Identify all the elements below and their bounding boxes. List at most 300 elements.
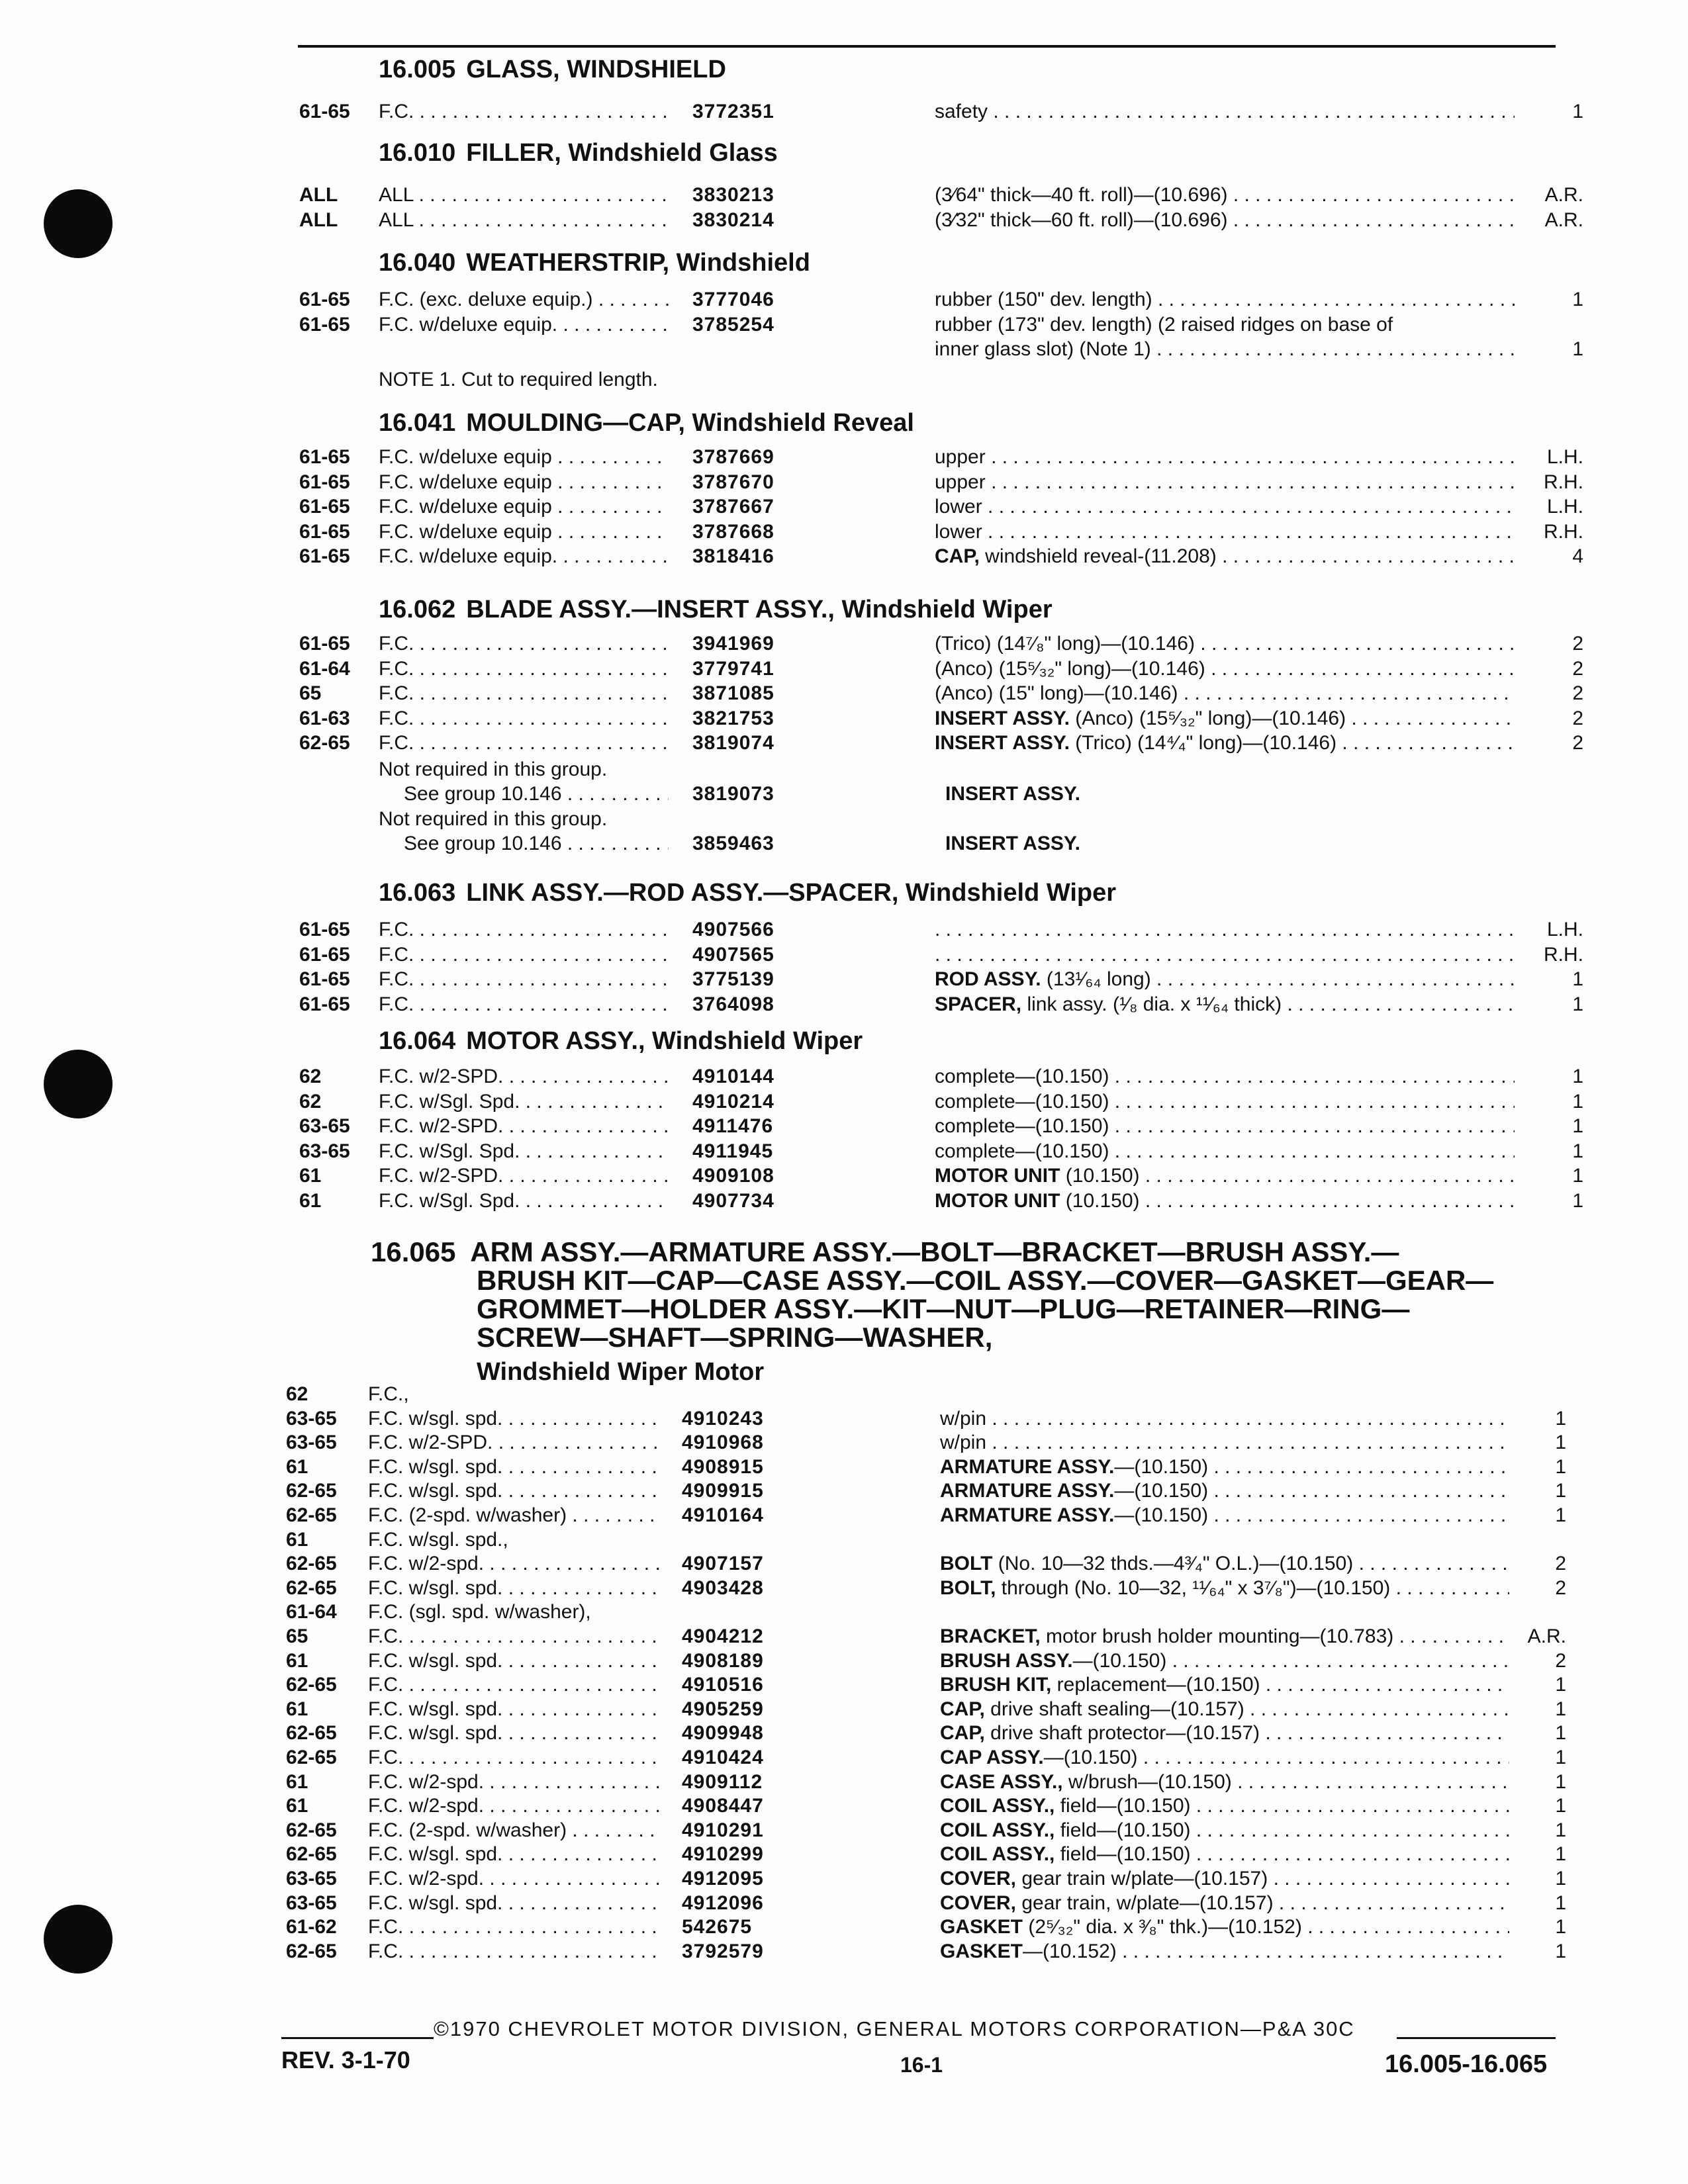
- description-text: upper: [935, 471, 986, 493]
- quantity: 1: [1555, 1770, 1566, 1793]
- parts-row: [0, 1529, 1688, 1554]
- year-range: 62-65: [286, 1553, 337, 1575]
- model-cell: See group 10.146 . . .: [404, 833, 669, 855]
- description-text: (10.150): [1060, 1189, 1140, 1212]
- description-cell: [940, 1916, 1509, 1938]
- model-cell: F.C. w/Sgl. Spd. . . .: [379, 1190, 669, 1212]
- part-number: 3821753: [692, 707, 774, 729]
- model-cell: F.C.,: [368, 1383, 409, 1405]
- description-text: —(10.150): [1114, 1504, 1209, 1526]
- quantity: 4: [1572, 545, 1583, 567]
- quantity: 1: [1555, 1916, 1566, 1938]
- description-keyword: BOLT,: [940, 1576, 996, 1599]
- year-range: 62-65: [286, 1747, 337, 1768]
- description-text: drive shaft sealing—(10.157): [984, 1698, 1244, 1720]
- quantity: 2: [1572, 633, 1583, 655]
- part-number: 4910243: [682, 1407, 764, 1430]
- description-text: complete—(10.150): [935, 1115, 1109, 1137]
- description-keyword: COIL ASSY.,: [940, 1843, 1055, 1866]
- part-number: 3772351: [692, 101, 774, 122]
- section-title-line: GROMMET—HOLDER ASSY.—KIT—NUT—PLUG—RETAINER—RING—: [477, 1293, 1410, 1324]
- model-cell: See group 10.146 . . .: [404, 783, 669, 805]
- section-range: 16.005-16.065: [1385, 2050, 1548, 2078]
- section-number: 16.065: [371, 1236, 456, 1267]
- year-range: 61-65: [299, 101, 350, 122]
- parts-row: [0, 1674, 1688, 1699]
- part-number: 4904212: [682, 1625, 764, 1647]
- year-range: 61-63: [299, 707, 350, 729]
- model-cell: F.C. w/sgl. spd. . . .: [368, 1698, 659, 1721]
- parts-row: [0, 1480, 1688, 1505]
- model-cell: F.C. w/sgl. spd. . . .: [368, 1722, 659, 1745]
- year-range: 61: [299, 1189, 322, 1212]
- description-cell: [940, 1650, 1509, 1672]
- description-cell: [935, 1066, 1515, 1088]
- description-cell: [935, 1140, 1515, 1163]
- parts-row: [0, 1795, 1688, 1820]
- quantity: 1: [1555, 1795, 1566, 1817]
- description-cell: [940, 1795, 1509, 1817]
- model-cell: F.C. (exc. deluxe equip.) . . .: [379, 289, 669, 311]
- quantity: A.R.: [1544, 208, 1583, 231]
- year-range: 61: [286, 1528, 308, 1551]
- part-number: 4912096: [682, 1891, 764, 1914]
- description-cell: [935, 732, 1515, 754]
- model-cell: ALL . . .: [379, 184, 669, 206]
- parts-row: [0, 633, 1688, 658]
- year-range: 62-65: [286, 1819, 337, 1841]
- description-cell: [940, 1577, 1509, 1600]
- description-text: drive shaft protector—(10.157): [984, 1722, 1260, 1745]
- section-title: [379, 1027, 863, 1056]
- year-range: 63-65: [286, 1432, 337, 1454]
- year-range: 61: [286, 1770, 308, 1793]
- description-cell: [940, 1432, 1509, 1454]
- model-cell: F.C. w/2-SPD. . . .: [379, 1066, 669, 1088]
- description-text: gear train w/plate—(10.157): [1016, 1868, 1268, 1889]
- model-cell: ALL . . .: [379, 209, 669, 232]
- year-range: 65: [299, 682, 322, 704]
- part-number: 4907157: [682, 1553, 764, 1575]
- quantity: 1: [1572, 1090, 1583, 1113]
- description-keyword: CAP,: [940, 1722, 985, 1745]
- model-cell: F.C. (2-spd. w/washer) . . .: [368, 1819, 659, 1842]
- year-range: 62: [299, 1066, 322, 1087]
- description-cell: [940, 1892, 1509, 1915]
- description-cell: [940, 1722, 1509, 1745]
- model-cell: F.C. w/2-spd. . . .: [368, 1553, 659, 1575]
- part-number: 4905259: [682, 1698, 764, 1720]
- description-text: —(10.150): [1072, 1649, 1167, 1672]
- part-number: 4909108: [692, 1165, 774, 1187]
- parts-row: [0, 968, 1688, 993]
- description-text: rubber (150" dev. length): [935, 289, 1152, 310]
- copyright-line: ©1970 CHEVROLET MOTOR DIVISION, GENERAL MOTORS CORPORATION—P&A 30C: [434, 2017, 1355, 2040]
- part-number: 3775139: [692, 968, 774, 990]
- year-range: 61-65: [299, 289, 350, 310]
- section-number: 16.005: [379, 56, 456, 83]
- quantity: 1: [1572, 1115, 1583, 1137]
- parts-row: [0, 1601, 1688, 1626]
- description-cell: [935, 1115, 1515, 1138]
- part-number: 3787668: [692, 520, 774, 543]
- description-text: lower: [935, 520, 982, 543]
- model-cell: F.C. w/sgl. spd. . . .: [368, 1577, 659, 1600]
- description-keyword: BRUSH KIT,: [940, 1674, 1052, 1696]
- description-cell: [935, 633, 1515, 655]
- quantity: 1: [1555, 1698, 1566, 1720]
- section-name: GLASS, WINDSHIELD: [466, 56, 726, 83]
- description-keyword: BRACKET,: [940, 1625, 1041, 1647]
- description-text: (Trico) (14⁷⁄₈" long)—(10.146): [935, 633, 1195, 655]
- page-number: 16-1: [900, 2053, 943, 2077]
- year-range: 62-65: [286, 1504, 337, 1526]
- description-text: motor brush holder mounting—(10.783): [1040, 1625, 1394, 1647]
- quantity: 1: [1572, 289, 1583, 310]
- description-text: —(10.150): [1043, 1747, 1138, 1768]
- description-keyword: ARMATURE ASSY.: [940, 1504, 1115, 1526]
- parts-row: [0, 1819, 1688, 1844]
- description-keyword: COVER,: [940, 1891, 1017, 1914]
- description-cell: [940, 1480, 1509, 1502]
- description-text: upper: [935, 446, 986, 468]
- description-text: link assy. (¹⁄₈ dia. x ¹¹⁄₆₄ thick): [1021, 993, 1282, 1015]
- quantity: 2: [1572, 707, 1583, 729]
- year-range: 63-65: [286, 1891, 337, 1914]
- model-cell: F.C. . . .: [379, 707, 669, 730]
- parts-row: [0, 1625, 1688, 1651]
- description-cell: [935, 1165, 1515, 1187]
- section-number: 16.041: [379, 409, 456, 437]
- description-cell: [935, 101, 1515, 123]
- description-text: w/pin: [940, 1432, 987, 1454]
- model-cell: F.C. . . .: [368, 1674, 659, 1696]
- parts-row: [0, 1456, 1688, 1481]
- parts-row: [0, 184, 1688, 209]
- parts-row: [0, 1140, 1688, 1165]
- year-range: ALL: [299, 184, 338, 206]
- part-number: 4908915: [682, 1455, 764, 1478]
- description-text: inner glass slot) (Note 1): [935, 338, 1151, 360]
- description-keyword: ARMATURE ASSY.: [940, 1480, 1115, 1502]
- quantity: 1: [1572, 1066, 1583, 1087]
- description-cell: [935, 314, 1515, 336]
- quantity: 1: [1555, 1722, 1566, 1745]
- parts-row: [0, 496, 1688, 521]
- quantity: 1: [1555, 1891, 1566, 1914]
- quantity: 1: [1555, 1843, 1566, 1866]
- year-range: 61: [286, 1649, 308, 1672]
- parts-row: [0, 919, 1688, 944]
- description-cell: [935, 919, 1515, 941]
- description-text: (2⁵⁄₃₂" dia. x ³⁄₈" thk.)—(10.152): [1023, 1916, 1302, 1938]
- parts-row: [0, 1843, 1688, 1868]
- year-range: 61-65: [299, 496, 350, 518]
- quantity: 1: [1555, 1868, 1566, 1889]
- description-cell: [935, 496, 1515, 518]
- model-cell: F.C. w/sgl. spd. . . .: [368, 1843, 659, 1866]
- description-keyword: INSERT ASSY.: [935, 707, 1070, 729]
- year-range: 61-62: [286, 1916, 337, 1938]
- section-name: BLADE ASSY.—INSERT ASSY., Windshield Wiper: [466, 596, 1053, 623]
- part-number: 4910291: [682, 1819, 764, 1841]
- part-number: 3871085: [692, 682, 774, 704]
- model-cell: F.C. . . .: [379, 658, 669, 680]
- part-number: 3819074: [692, 732, 774, 754]
- description-text: field—(10.150): [1055, 1795, 1191, 1817]
- model-cell: F.C. w/Sgl. Spd. . . .: [379, 1091, 669, 1113]
- section-name: MOTOR ASSY., Windshield Wiper: [466, 1027, 863, 1055]
- description-cell: [940, 1456, 1509, 1479]
- part-number: 4908447: [682, 1795, 764, 1817]
- section-title-line: SCREW—SHAFT—SPRING—WASHER,: [477, 1322, 993, 1353]
- year-range: 61-65: [299, 313, 350, 336]
- part-number: 4911945: [692, 1140, 774, 1162]
- description-keyword: MOTOR UNIT: [935, 1189, 1060, 1212]
- model-cell: F.C. . . .: [379, 993, 669, 1016]
- parts-row: [0, 1066, 1688, 1091]
- parts-row: [0, 471, 1688, 496]
- parts-row: [0, 1747, 1688, 1772]
- description-text: —(10.150): [1114, 1480, 1209, 1502]
- part-number: 3787669: [692, 446, 774, 468]
- description-keyword: MOTOR UNIT: [935, 1165, 1060, 1187]
- year-range: 61-65: [299, 633, 350, 655]
- section-number: 16.063: [379, 879, 456, 907]
- parts-row: [0, 1408, 1688, 1433]
- description-cell: [940, 1843, 1509, 1866]
- quantity: 1: [1555, 1747, 1566, 1768]
- year-range: 61-65: [299, 471, 350, 493]
- model-cell: F.C. . . .: [368, 1625, 659, 1648]
- description-cell: [935, 521, 1515, 543]
- year-range: 62-65: [299, 732, 350, 754]
- description-keyword: BRUSH ASSY.: [940, 1649, 1073, 1672]
- part-number: 542675: [682, 1916, 753, 1938]
- part-number: 3818416: [692, 545, 774, 567]
- year-range: 62-65: [286, 1674, 337, 1696]
- description-text: (3⁄32" thick—60 ft. roll)—(10.696): [935, 208, 1228, 231]
- part-number: 4910214: [692, 1090, 774, 1113]
- quantity: L.H.: [1546, 496, 1583, 518]
- part-number: 4909948: [682, 1722, 764, 1745]
- part-number: 4903428: [682, 1576, 764, 1599]
- description-keyword: BOLT: [940, 1553, 993, 1575]
- description-keyword: CAP,: [940, 1698, 985, 1720]
- part-number: 4909112: [682, 1770, 763, 1793]
- quantity: 1: [1555, 1455, 1566, 1478]
- description-text: (3⁄64" thick—40 ft. roll)—(10.696): [935, 184, 1228, 206]
- model-cell: F.C. . . .: [379, 968, 669, 991]
- model-cell: F.C. (2-spd. w/washer) . . .: [368, 1504, 659, 1527]
- year-range: 61: [286, 1795, 308, 1817]
- description-cell: [940, 1868, 1509, 1890]
- quantity: 2: [1572, 682, 1583, 704]
- part-number: 4910299: [682, 1843, 764, 1866]
- part-number: 3830213: [692, 184, 774, 206]
- part-number: 4912095: [682, 1868, 764, 1889]
- description-text: field—(10.150): [1055, 1819, 1191, 1841]
- section-name: FILLER, Windshield Glass: [466, 139, 778, 167]
- quantity: 2: [1555, 1576, 1566, 1599]
- model-cell: F.C. . . .: [379, 101, 669, 123]
- model-cell: F.C. . . .: [379, 919, 669, 941]
- year-range: 62: [286, 1383, 308, 1405]
- year-range: 65: [286, 1625, 308, 1647]
- description-cell: [935, 968, 1515, 991]
- section-name: WEATHERSTRIP, Windshield: [466, 249, 810, 277]
- quantity: 2: [1555, 1553, 1566, 1575]
- quantity: 1: [1572, 993, 1583, 1015]
- model-cell: F.C. . . .: [368, 1747, 659, 1769]
- parts-row: [0, 1165, 1688, 1190]
- description-cell: [940, 1747, 1509, 1769]
- quantity: 2: [1572, 732, 1583, 754]
- parts-row: [0, 314, 1688, 339]
- quantity: 1: [1555, 1940, 1566, 1962]
- model-cell: F.C. . . .: [368, 1916, 659, 1938]
- description-text: (13¹⁄₆₄ long): [1041, 968, 1151, 990]
- description-cell: [940, 1408, 1509, 1430]
- section-title: [379, 879, 1116, 907]
- model-cell: F.C. w/sgl. spd. . . .: [368, 1480, 659, 1502]
- part-number: 4909915: [682, 1480, 764, 1502]
- parts-row: [0, 1432, 1688, 1457]
- parts-row: [0, 545, 1688, 570]
- year-range: 61-64: [286, 1601, 337, 1623]
- description-cell: [940, 1504, 1509, 1527]
- parts-row: [0, 993, 1688, 1019]
- year-range: 62-65: [286, 1722, 337, 1745]
- part-number: 4910516: [682, 1674, 764, 1696]
- part-number: 4910424: [682, 1747, 764, 1768]
- description-text: (Anco) (15⁵⁄₃₂" long)—(10.146): [935, 657, 1205, 680]
- parts-row: [0, 289, 1688, 314]
- description-cell: [940, 1698, 1509, 1721]
- description-text: lower: [935, 496, 982, 518]
- section-title: [379, 139, 778, 167]
- part-number: 4911476: [692, 1115, 774, 1137]
- parts-row: [0, 707, 1688, 733]
- part-number: 3819073: [692, 783, 774, 805]
- section-number: 16.064: [379, 1027, 456, 1055]
- footer-rule-left: [281, 2037, 434, 2039]
- parts-row: [0, 446, 1688, 471]
- year-range: 63-65: [286, 1868, 337, 1889]
- parts-row: [0, 1940, 1688, 1966]
- year-range: 61-64: [299, 657, 350, 680]
- description-keyword: CAP ASSY.: [940, 1747, 1044, 1768]
- year-range: 61-65: [299, 993, 350, 1015]
- quantity: L.H.: [1546, 446, 1583, 468]
- year-range: 61: [299, 1165, 322, 1187]
- section-title: [379, 249, 810, 277]
- description-keyword: INSERT ASSY.: [945, 833, 1080, 854]
- description-cell: [935, 1091, 1515, 1113]
- parts-row: [0, 1504, 1688, 1529]
- model-cell: F.C. . . .: [368, 1940, 659, 1963]
- section-name: MOULDING—CAP, Windshield Reveal: [466, 409, 914, 437]
- cross-reference-note: Not required in this group.: [379, 758, 608, 780]
- description-cell: [935, 944, 1515, 966]
- model-cell: F.C. (sgl. spd. w/washer),: [368, 1601, 591, 1623]
- year-range: 61-65: [299, 520, 350, 543]
- section-note: NOTE 1. Cut to required length.: [379, 368, 658, 390]
- description-cell: [945, 783, 1525, 805]
- description-text: (No. 10—32 thds.—4³⁄₄" O.L.)—(10.150): [992, 1553, 1354, 1575]
- quantity: 1: [1572, 968, 1583, 990]
- quantity: R.H.: [1544, 520, 1583, 543]
- section-title: [379, 596, 1053, 624]
- part-number: 4910968: [682, 1432, 764, 1454]
- model-cell: F.C. w/2-spd. . . .: [368, 1868, 659, 1890]
- quantity: 1: [1555, 1407, 1566, 1430]
- year-range: 62-65: [286, 1843, 337, 1866]
- model-cell: F.C. w/sgl. spd. . . .: [368, 1650, 659, 1672]
- description-cell: [935, 545, 1515, 568]
- part-number: 3941969: [692, 633, 774, 655]
- description-text: complete—(10.150): [935, 1140, 1109, 1162]
- description-text: w/pin: [940, 1407, 987, 1430]
- year-range: 61-65: [299, 446, 350, 468]
- year-range: 61-65: [299, 545, 350, 567]
- section-title-line: ARM ASSY.—ARMATURE ASSY.—BOLT—BRACKET—BRUSH ASSY.—: [470, 1236, 1399, 1267]
- parts-row: [0, 1577, 1688, 1602]
- description-keyword: INSERT ASSY.: [935, 732, 1070, 754]
- model-cell: F.C. w/sgl. spd. . . .: [368, 1408, 659, 1430]
- part-number: 4907565: [692, 943, 774, 966]
- parts-row: [0, 1190, 1688, 1215]
- year-range: 63-65: [299, 1140, 350, 1162]
- description-text: complete—(10.150): [935, 1066, 1109, 1087]
- section-16-065-title: [371, 1238, 1493, 1351]
- cross-reference-row: [0, 833, 1688, 858]
- model-cell: F.C. w/deluxe equip . . .: [379, 496, 669, 518]
- section-title: [379, 409, 914, 437]
- quantity: 1: [1572, 101, 1583, 122]
- description-keyword: ARMATURE ASSY.: [940, 1455, 1115, 1478]
- description-text: replacement—(10.150): [1051, 1674, 1260, 1696]
- part-number: 4907566: [692, 919, 774, 940]
- parts-row: [0, 682, 1688, 707]
- quantity: A.R.: [1527, 1625, 1566, 1647]
- description-cell: [935, 471, 1515, 494]
- quantity: 1: [1555, 1432, 1566, 1454]
- parts-row: [0, 1771, 1688, 1796]
- model-cell: F.C. w/deluxe equip . . .: [379, 471, 669, 494]
- revision-date: REV. 3-1-70: [281, 2046, 410, 2073]
- year-range: 62: [299, 1090, 322, 1113]
- model-cell: F.C. w/sgl. spd. . . .: [368, 1892, 659, 1915]
- quantity: R.H.: [1544, 471, 1583, 493]
- description-keyword: COIL ASSY.,: [940, 1819, 1055, 1841]
- description-keyword: GASKET: [940, 1940, 1023, 1962]
- parts-row: [0, 1115, 1688, 1140]
- quantity: L.H.: [1546, 919, 1583, 940]
- part-number: 3785254: [692, 313, 774, 336]
- year-range: 62-65: [286, 1940, 337, 1962]
- description-keyword: ROD ASSY.: [935, 968, 1041, 990]
- parts-row: [0, 658, 1688, 683]
- model-cell: F.C. w/sgl. spd. . . .: [368, 1456, 659, 1479]
- description-keyword: COVER,: [940, 1868, 1017, 1889]
- parts-row: [0, 101, 1688, 126]
- year-range: 61-65: [299, 968, 350, 990]
- cross-reference-row: [0, 783, 1688, 808]
- quantity: 1: [1572, 338, 1583, 360]
- description-text: —(10.152): [1023, 1940, 1117, 1962]
- description-text: complete—(10.150): [935, 1090, 1109, 1113]
